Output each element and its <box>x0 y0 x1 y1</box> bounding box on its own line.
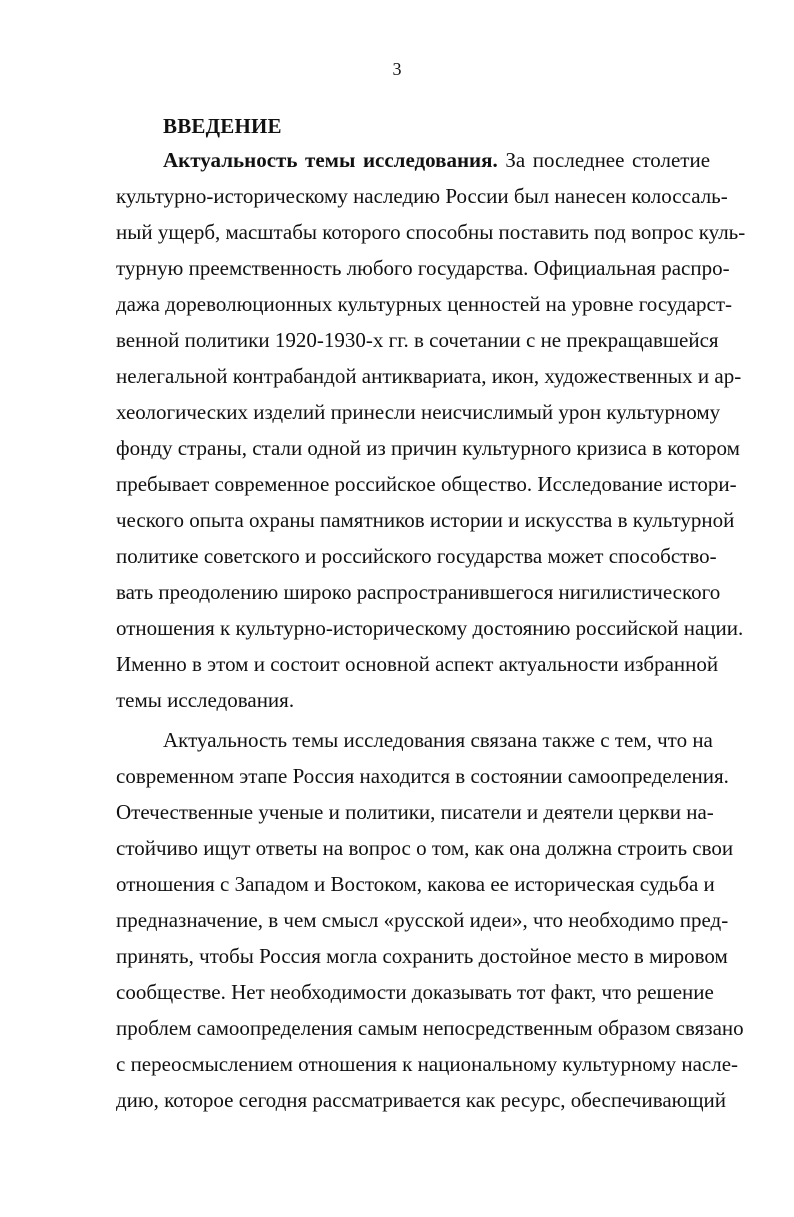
paragraph-line: Отечественные ученые и политики, писатели и деятели церкви на- <box>116 800 714 824</box>
paragraph-line: стойчиво ищут ответы на вопрос о том, как она должна строить свои <box>116 836 734 860</box>
paragraph-line: дию, которое сегодня рассматривается как ресурс, обеспечивающий <box>116 1088 726 1112</box>
paragraph-line: темы исследования. <box>116 688 295 712</box>
paragraph-line: предназначение, в чем смысл «русской идеи», что необходимо пред- <box>116 908 729 932</box>
paragraph-line: политике советского и российского государства может способство- <box>116 544 717 568</box>
paragraph-line: пребывает современное российское общество. Исследование истори- <box>116 472 737 496</box>
paragraph-line: фонду страны, стали одной из причин культурного кризиса в котором <box>116 436 740 460</box>
paragraph-line: хеологических изделий принесли неисчислимый урон культурному <box>116 400 721 424</box>
section-heading: ВВЕДЕНИЕ <box>163 114 282 138</box>
paragraph-line-text: За последнее столетие <box>505 148 711 172</box>
paragraph-line: дажа дореволюционных культурных ценностей на уровне государст- <box>116 292 733 316</box>
paragraph-line: Актуальность темы исследования связана также с тем, что на <box>163 728 713 752</box>
paragraph-relevance <box>116 142 746 718</box>
paragraph-line: принять, чтобы Россия могла сохранить достойное место в мировом <box>116 944 728 968</box>
paragraph-line: Именно в этом и состоит основной аспект актуальности избранной <box>116 652 719 676</box>
paragraph-line: ный ущерб, масштабы которого способны поставить под вопрос куль- <box>116 220 746 244</box>
paragraph-line: ческого опыта охраны памятников истории и искусства в культурной <box>116 508 735 532</box>
paragraph-line: вать преодолению широко распространившегося нигилистического <box>116 580 721 604</box>
paragraph-line: современном этапе Россия находится в состоянии самоопределения. <box>116 764 729 788</box>
paragraph-line <box>116 142 710 178</box>
paragraph-line: культурно-историческому наследию России был нанесен колоссаль- <box>116 184 728 208</box>
paragraph-line: сообществе. Нет необходимости доказывать тот факт, что решение <box>116 980 714 1004</box>
paragraph-line: отношения с Западом и Востоком, какова ее историческая судьба и <box>116 872 715 896</box>
paragraph-lead: Актуальность темы исследования. <box>163 148 498 172</box>
paragraph-line: нелегальной контрабандой антиквариата, икон, художественных и ар- <box>116 364 742 388</box>
paragraph-line: турную преемственность любого государства. Официальная распро- <box>116 256 730 280</box>
page-number: 3 <box>392 59 402 79</box>
paragraph-line: проблем самоопределения самым непосредственным образом связано <box>116 1016 744 1040</box>
paragraph-line: с переосмыслением отношения к национальному культурному насле- <box>116 1052 739 1076</box>
paragraph-self-determination <box>116 722 744 1118</box>
paragraph-line: венной политики 1920-1930-х гг. в сочетании с не прекращавшейся <box>116 328 719 352</box>
paragraph-line: отношения к культурно-историческому достоянию российской нации. <box>116 616 744 640</box>
